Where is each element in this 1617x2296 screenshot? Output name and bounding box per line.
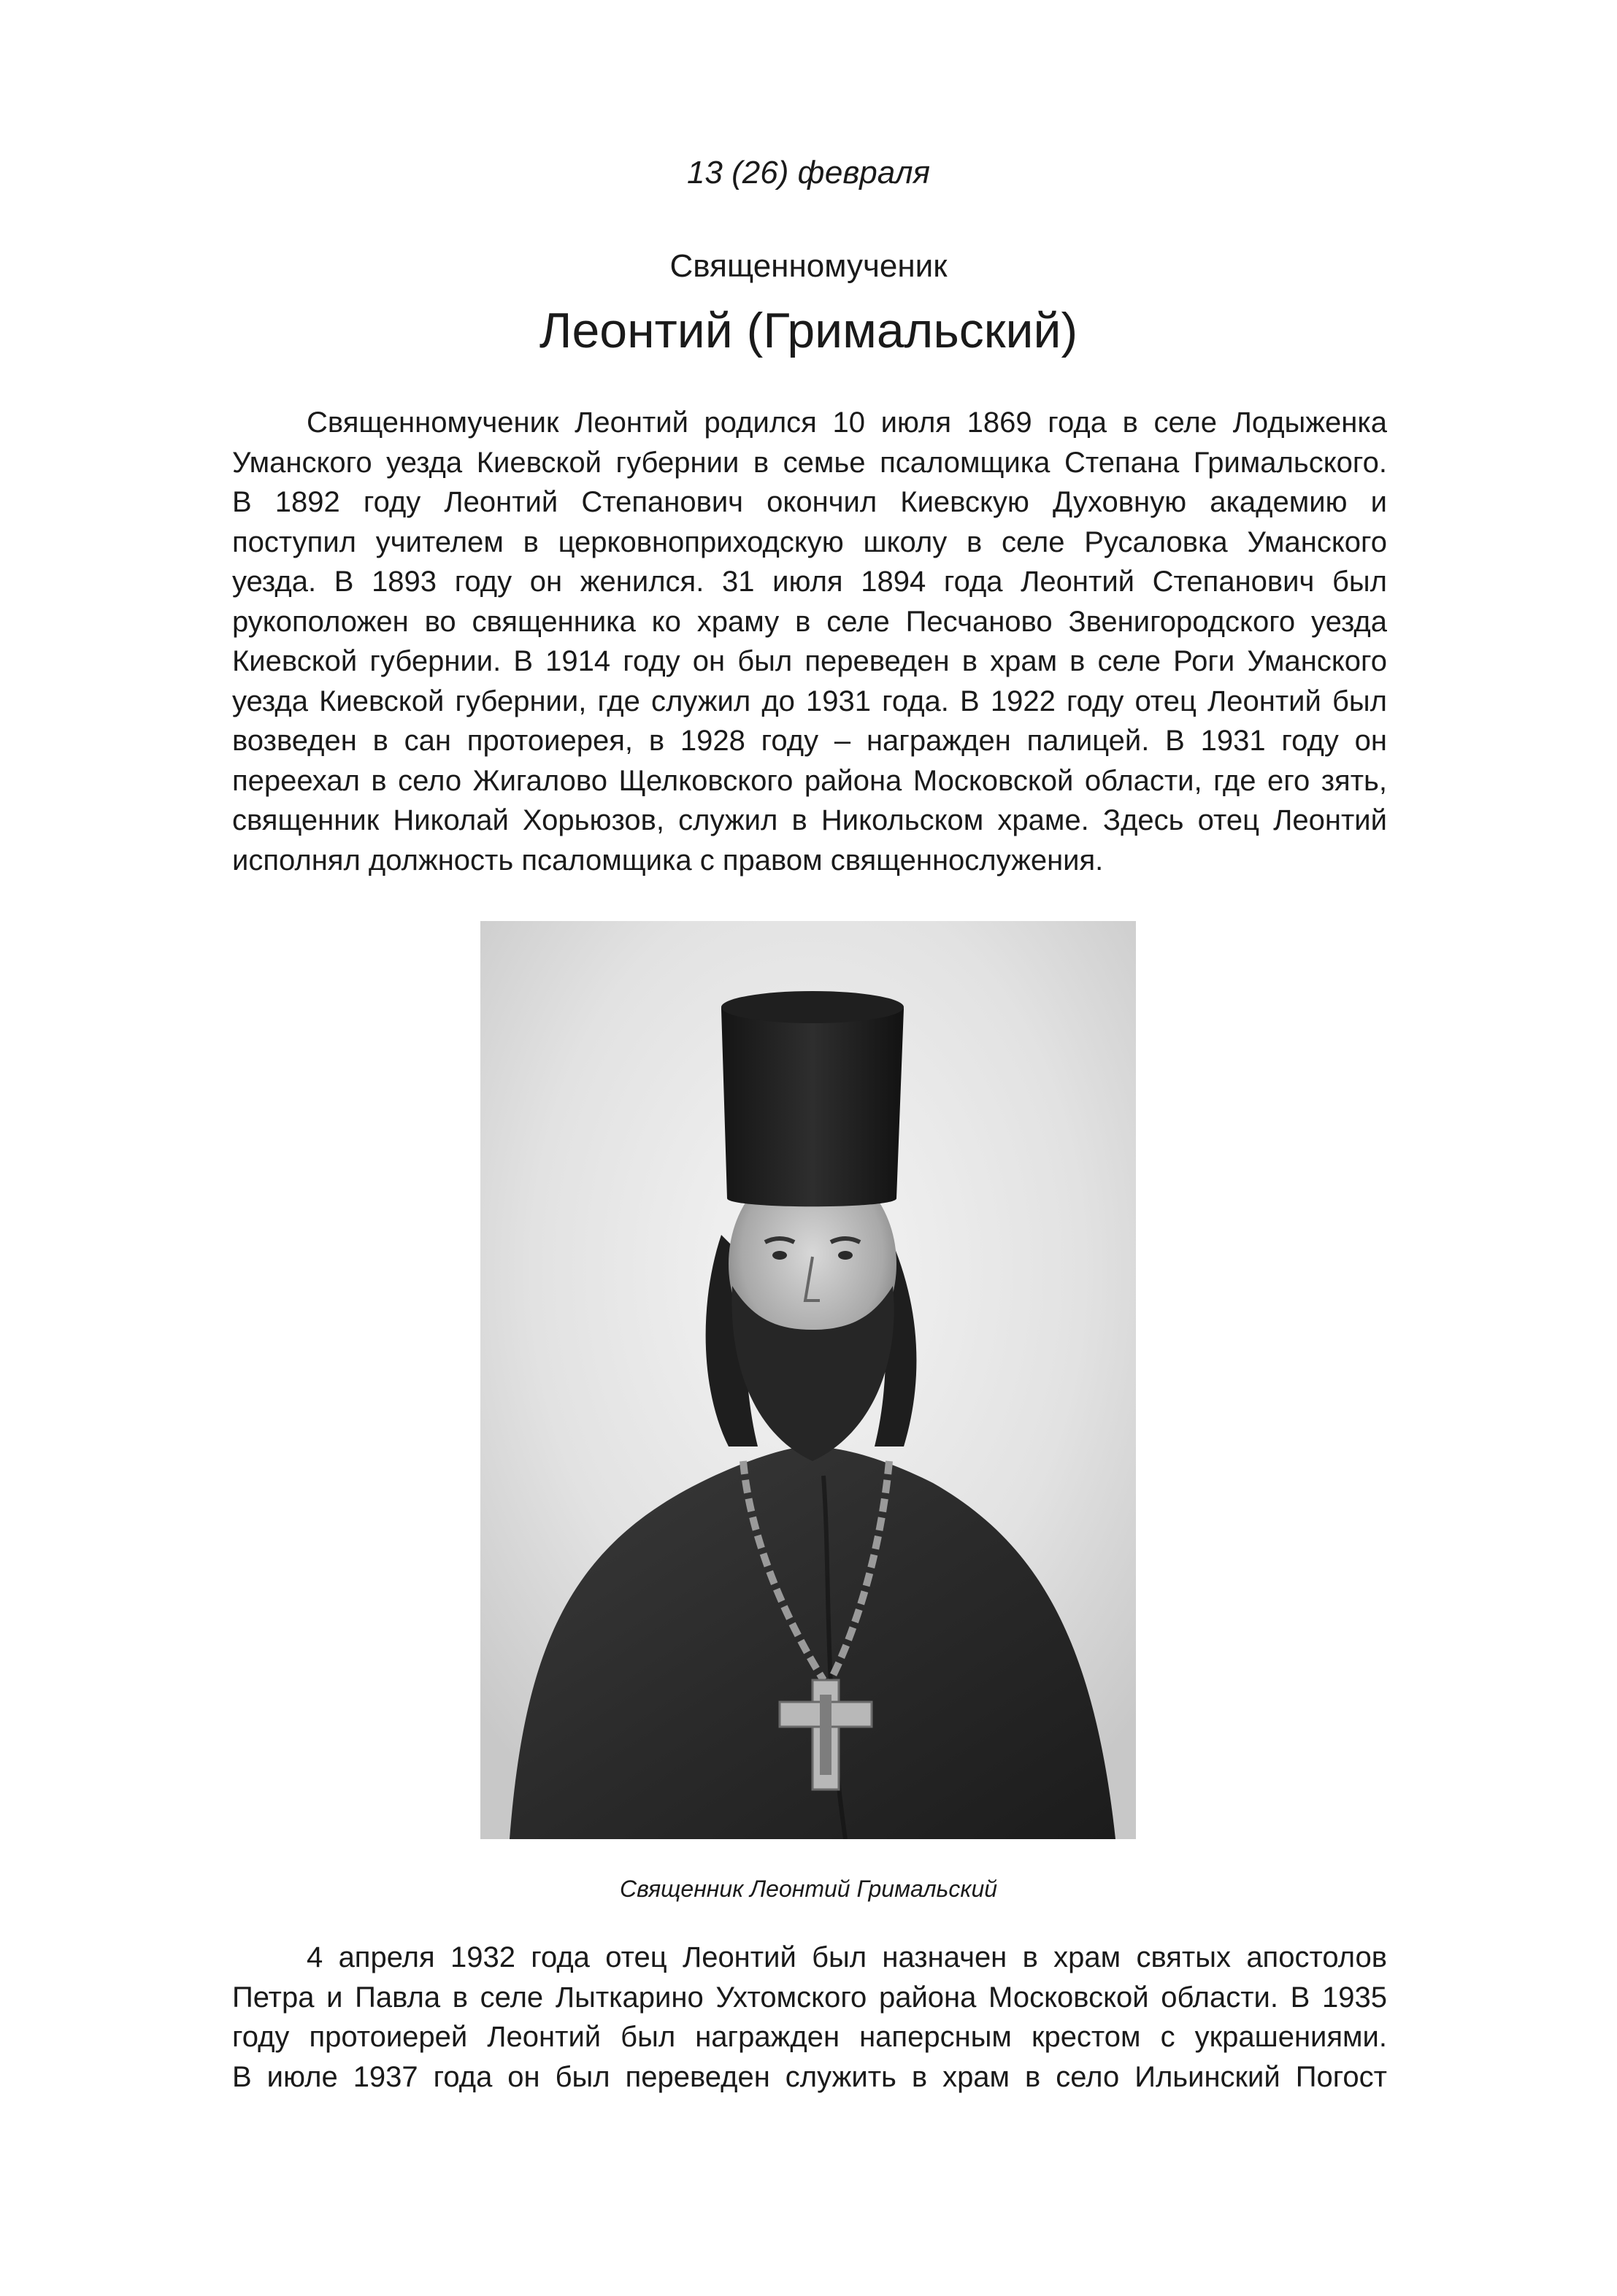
- paragraph-line: году протоиерей Леонтий был награжден наперсным крестом с украшениями.: [232, 2021, 1387, 2053]
- feast-date: 13 (26) февраля: [686, 155, 931, 190]
- saint-name-title: Леонтий (Гримальский): [539, 303, 1078, 358]
- paragraph-line: священник Николай Хорьюзов, служил в Никольском храме. Здесь отец Леонтий: [232, 804, 1387, 836]
- photo-caption: Священник Леонтий Гримальский: [619, 1876, 998, 1902]
- paragraph-line: Петра и Павла в селе Лыткарино Ухтомского района Московской области. В 1935: [232, 1981, 1387, 2014]
- paragraph-line: Уманского уезда Киевской губернии в семье псаломщика Степана Гримальского.: [232, 446, 1387, 479]
- paragraph-line: Киевской губернии. В 1914 году он был переведен в храм в селе Роги Уманского: [232, 645, 1387, 677]
- paragraph-line: В июле 1937 года он был переведен служить в храм в село Ильинский Погост: [232, 2060, 1387, 2093]
- biography-paragraph-2: [232, 1938, 1387, 2097]
- paragraph-line: исполнял должность псаломщика с правом священнослужения.: [232, 844, 1104, 877]
- paragraph-line: переехал в село Жигалово Щелковского района Московской области, где его зять,: [232, 764, 1387, 797]
- paragraph-line: 4 апреля 1932 года отец Леонтий был назначен в храм святых апостолов: [307, 1941, 1387, 1973]
- paragraph-line: поступил учителем в церковноприходскую школу в селе Русаловка Уманского: [232, 525, 1387, 558]
- portrait-illustration: [480, 921, 1136, 1839]
- paragraph-line: возведен в сан протоиерея, в 1928 году – награжден палицей. В 1931 году он: [232, 725, 1387, 757]
- paragraph-line: В 1892 году Леонтий Степанович окончил Киевскую Духовную академию и: [232, 486, 1387, 518]
- biography-paragraph-1: [232, 403, 1387, 880]
- paragraph-line: Священномученик Леонтий родился 10 июля 1869 года в селе Лодыженка: [307, 407, 1387, 439]
- paragraph-line: рукоположен во священника ко храму в селе Песчаново Звенигородского уезда: [232, 605, 1387, 638]
- paragraph-line: уезда Киевской губернии, где служил до 1931 года. В 1922 году отец Леонтий был: [232, 685, 1387, 717]
- priest-portrait-photo: [480, 921, 1136, 1839]
- saint-rank: Священномученик: [669, 248, 948, 284]
- paragraph-line: уезда. В 1893 году он женился. 31 июля 1894 года Леонтий Степанович был: [232, 566, 1387, 598]
